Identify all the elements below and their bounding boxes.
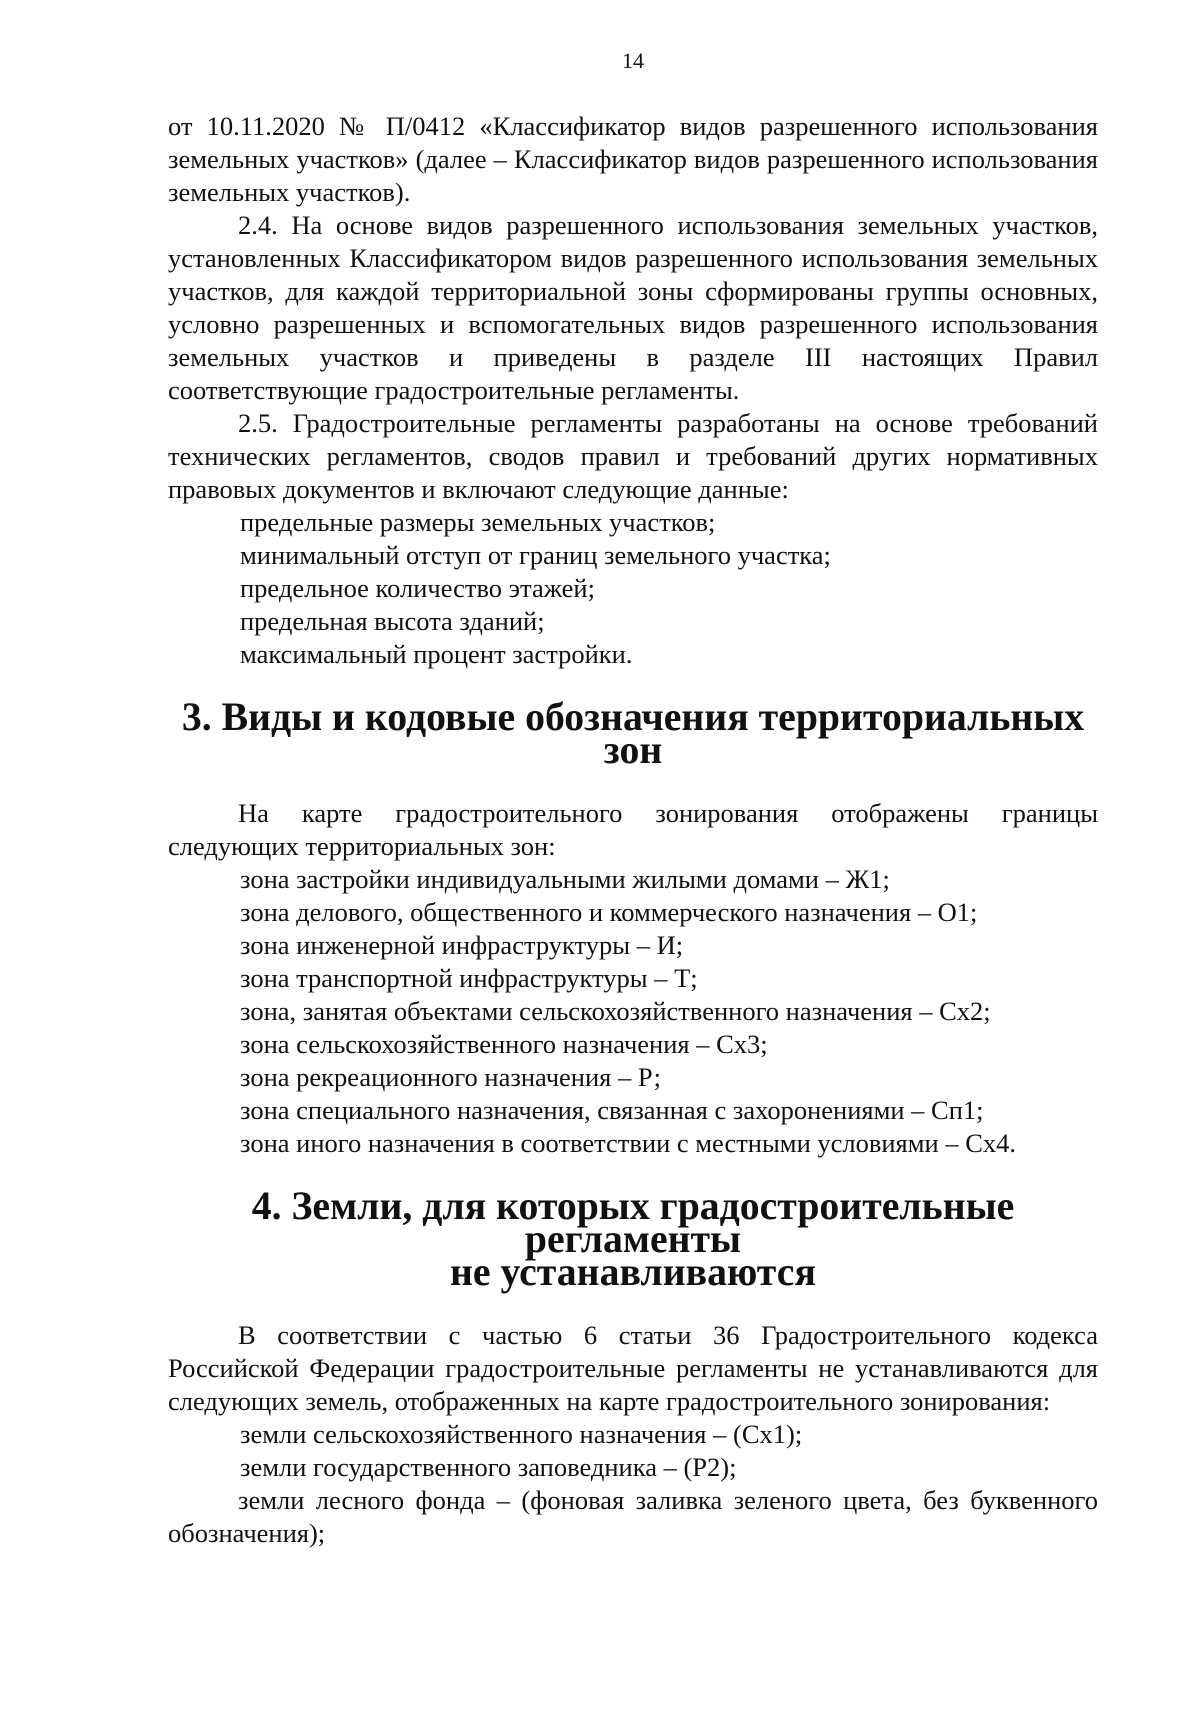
zone-item: зона специального назначения, связанная с захоронениями – Сп1;: [240, 1095, 984, 1125]
land-item: земли лесного фонда – (фоновая заливка зеленого цвета, без буквенного обозначения);: [168, 1485, 1098, 1548]
zone-item: зона инженерной инфраструктуры – И;: [240, 930, 684, 960]
land-item: земли сельскохозяйственного назначения – (Сх1);: [240, 1419, 803, 1449]
zone-item: зона, занятая объектами сельскохозяйственного назначения – Сх2;: [240, 996, 991, 1026]
list-item: минимальный отступ от границ земельного участка;: [240, 540, 831, 570]
list-item: максимальный процент застройки.: [240, 639, 633, 669]
regulation-data-list: [168, 506, 1098, 671]
list-item: предельное количество этажей;: [240, 573, 595, 603]
zone-item: зона рекреационного назначения – Р;: [240, 1062, 661, 1092]
list-item: предельная высота зданий;: [240, 606, 545, 636]
zones-list: [168, 863, 1098, 1160]
page-number: 14: [622, 48, 644, 73]
paragraph-2-4: 2.4. На основе видов разрешенного использования земельных участков, установленных Классификатором видов разрешенного использования земельных участков, для каждой территориальной зоны сформированы группы основных, условно разрешенных и вспомогательных видов разрешенного использования земельных участков и приведены в разделе III настоящих Правил соответствующие градостроительные регламенты.: [168, 210, 1098, 405]
section-4-intro: В соответствии с частью 6 статьи 36 Градостроительного кодекса Российской Федерации градостроительные регламенты не устанавливаются для следующих земель, отображенных на карте градостроительного зонирования:: [168, 1320, 1098, 1416]
section-4-heading-line-2: не устанавливаются: [450, 1250, 816, 1294]
section-4-heading-line-1: 4. Земли, для которых градостроительные регламенты: [251, 1184, 1015, 1261]
page-content: [168, 110, 1098, 1550]
list-item: предельные размеры земельных участков;: [240, 507, 716, 537]
land-item: земли государственного заповедника – (Р2);: [240, 1452, 737, 1482]
zone-item: зона застройки индивидуальными жилыми домами – Ж1;: [240, 864, 890, 894]
excluded-lands-list: [168, 1418, 1098, 1550]
zone-item: зона сельскохозяйственного назначения – Сх3;: [240, 1029, 768, 1059]
zone-item: зона иного назначения в соответствии с местными условиями – Сх4.: [240, 1128, 1016, 1158]
section-4-heading: [168, 1184, 1098, 1294]
zone-item: зона транспортной инфраструктуры – Т;: [240, 963, 698, 993]
paragraph-2-5: 2.5. Градостроительные регламенты разработаны на основе требований технических регламентов, сводов правил и требований других нормативных правовых документов и включают следующие данные:: [168, 408, 1098, 504]
section-3-intro: На карте градостроительного зонирования отображены границы следующих территориальных зон:: [168, 798, 1098, 861]
zone-item: зона делового, общественного и коммерческого назначения – О1;: [240, 897, 978, 927]
section-3-heading: 3. Виды и кодовые обозначения территориальных зон: [181, 695, 1085, 772]
intro-continuation: от 10.11.2020 № П/0412 «Классификатор видов разрешенного использования земельных участков» (далее – Классификатор видов разрешенного использования земельных участков).: [168, 111, 1098, 207]
